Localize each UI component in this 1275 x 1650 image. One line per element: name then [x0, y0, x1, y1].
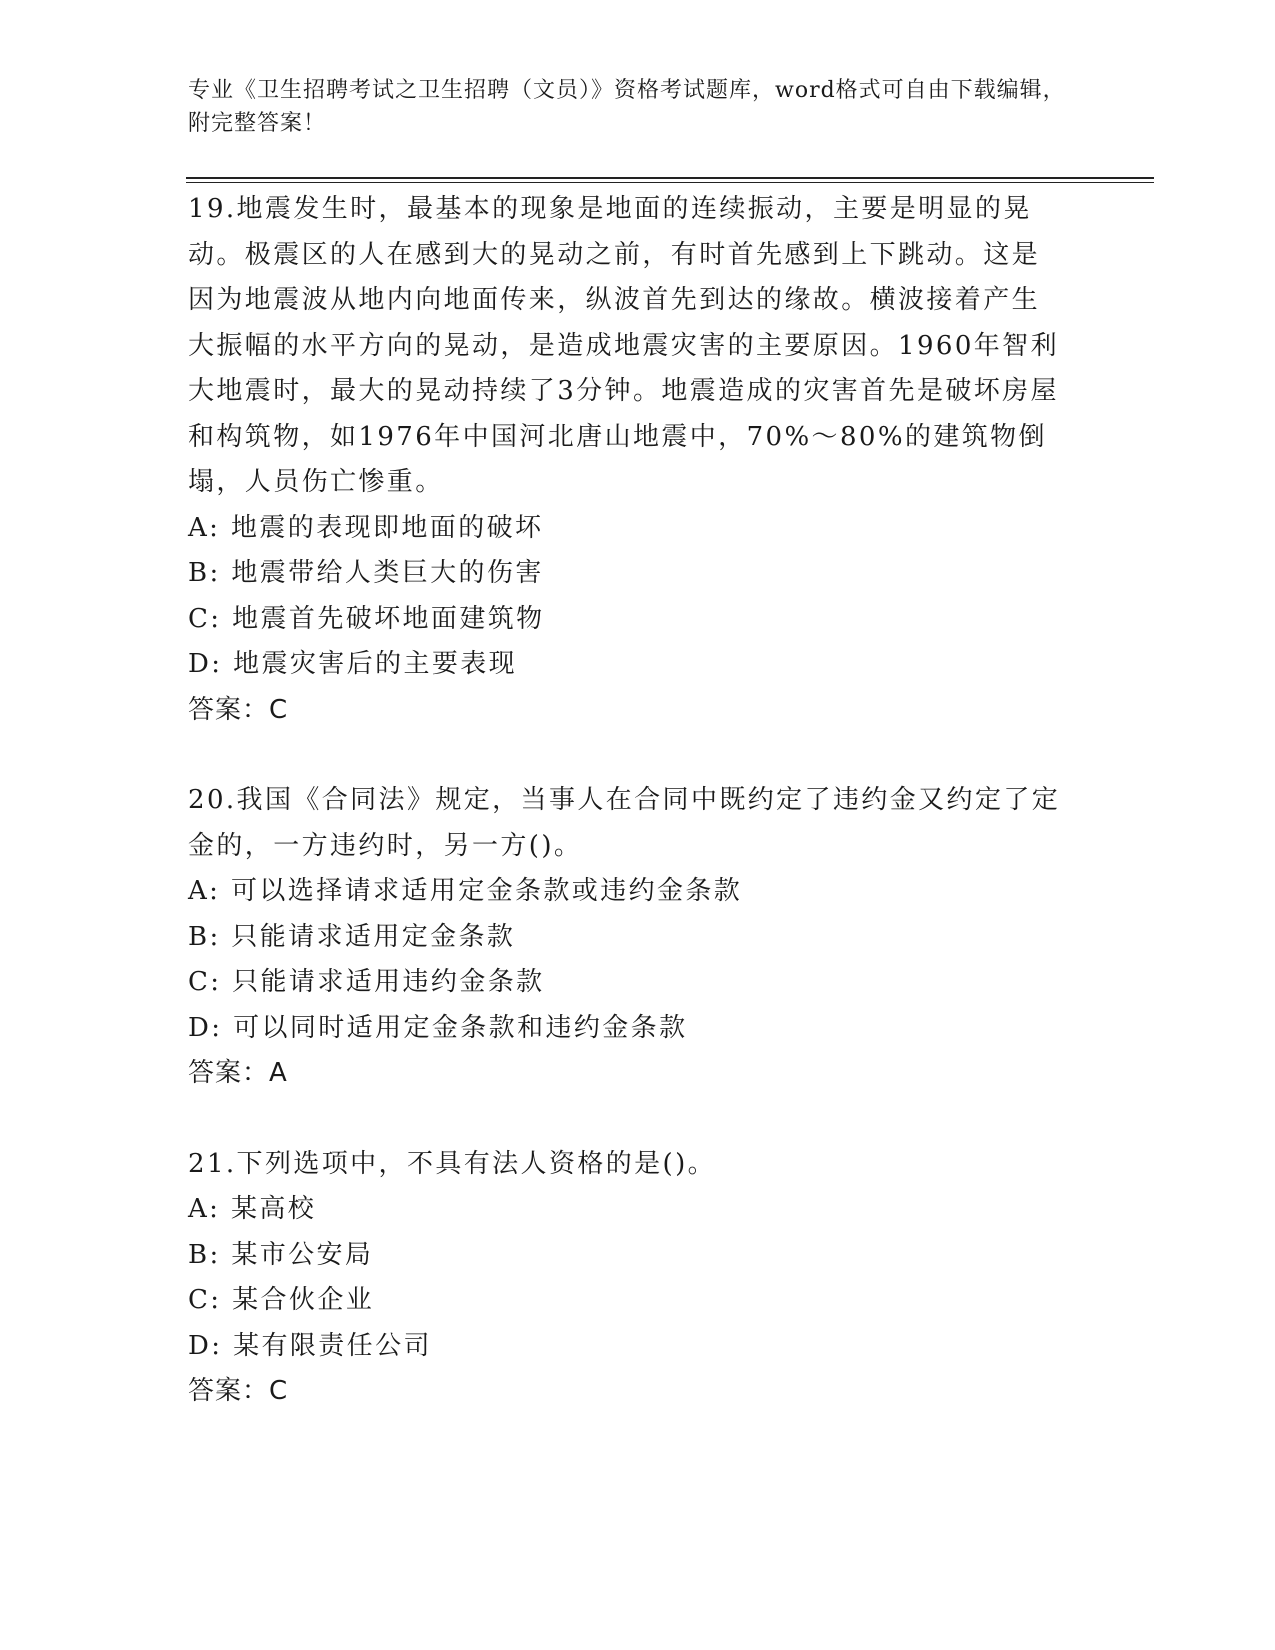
option-d: D: 某有限责任公司 — [188, 1330, 432, 1361]
question-text: 19.地震发生时，最基本的现象是地面的连续振动，主要是明显的晃动。极震区的人在感到大的晃动之前，有时首先感到上下跳动。这是因为地震波从地内向地面传来，纵波首先到达的缘故。横波接着产生大振幅的水平方向的晃动，是造成地震灾害的主要原因。1960年智利大地震时，最大的晃动持续了3分钟。地震造成的灾害首先是破坏房屋和构筑物，如1976年中国河北唐山地震中，70%～80%的建筑物倒塌，人员伤亡惨重。 — [188, 194, 1059, 497]
question-list — [188, 187, 1068, 1415]
option-a: A: 可以选择请求适用定金条款或违约金条款 — [188, 876, 743, 906]
answer-line: 答案：A — [188, 1058, 288, 1088]
option-b: B: 地震带给人类巨大的伤害 — [188, 558, 544, 588]
header-rule-thick — [186, 177, 1154, 179]
answer-line: 答案：C — [188, 694, 289, 725]
question-spacer — [188, 1097, 1068, 1142]
question-19 — [188, 187, 1068, 733]
question-text: 20.我国《合同法》规定，当事人在合同中既约定了违约金又约定了定金的，一方违约时，另一方()。 — [188, 785, 1061, 861]
option-b: B: 某市公安局 — [188, 1239, 374, 1270]
answer-line: 答案：C — [188, 1376, 289, 1406]
question-spacer — [188, 733, 1068, 778]
question-text: 21.下列选项中，不具有法人资格的是()。 — [188, 1148, 717, 1179]
option-d: D: 地震灾害后的主要表现 — [188, 649, 518, 679]
option-c: C: 某合伙企业 — [188, 1285, 375, 1315]
header-rule-thin — [186, 182, 1154, 183]
option-c: C: 只能请求适用违约金条款 — [188, 967, 545, 997]
question-20 — [188, 778, 1068, 1097]
option-c: C: 地震首先破坏地面建筑物 — [188, 603, 545, 634]
document-header: 专业《卫生招聘考试之卫生招聘（文员）》资格考试题库，word格式可自由下载编辑，附完整答案！ — [188, 78, 1066, 136]
option-a: A: 某高校 — [188, 1194, 317, 1224]
option-d: D: 可以同时适用定金条款和违约金条款 — [188, 1012, 688, 1043]
question-21 — [188, 1142, 1068, 1415]
option-b: B: 只能请求适用定金条款 — [188, 921, 516, 952]
option-a: A: 地震的表现即地面的破坏 — [188, 512, 544, 543]
